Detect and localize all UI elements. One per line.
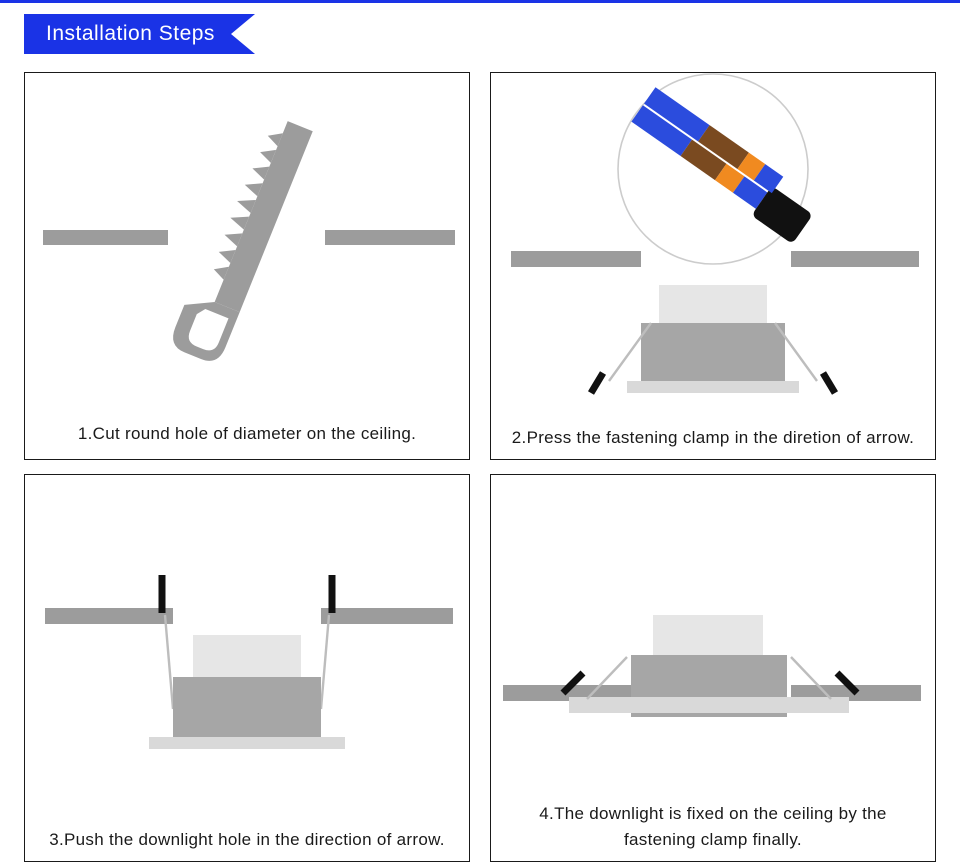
steps-grid bbox=[24, 72, 936, 852]
step-3-illustration bbox=[25, 475, 469, 805]
clamp-press-graphic bbox=[491, 73, 935, 403]
step-1-caption: 1.Cut round hole of diameter on the ceiling. bbox=[77, 424, 417, 443]
step-2-illustration bbox=[491, 73, 935, 403]
push-downlight-graphic bbox=[25, 475, 469, 805]
step-panel-1 bbox=[24, 72, 470, 460]
header bbox=[24, 14, 255, 54]
step-panel-3 bbox=[24, 474, 470, 862]
step-4-illustration bbox=[491, 475, 935, 805]
top-accent-rule bbox=[0, 0, 960, 3]
step-panel-4 bbox=[490, 474, 936, 862]
handsaw-cutting-ceiling-graphic bbox=[25, 73, 469, 403]
step-4-caption: 4.The downlight is fixed on the ceiling by the fastening clamp finally. bbox=[539, 804, 887, 849]
downlight-fixed-graphic bbox=[491, 475, 935, 805]
step-panel-2 bbox=[490, 72, 936, 460]
step-2-caption: 2.Press the fastening clamp in the diretion of arrow. bbox=[511, 428, 915, 447]
step-3-caption: 3.Push the downlight hole in the direction of arrow. bbox=[49, 830, 445, 849]
page-title: Installation Steps bbox=[24, 14, 231, 54]
header-arrow-shape bbox=[231, 14, 255, 54]
step-1-illustration bbox=[25, 73, 469, 403]
